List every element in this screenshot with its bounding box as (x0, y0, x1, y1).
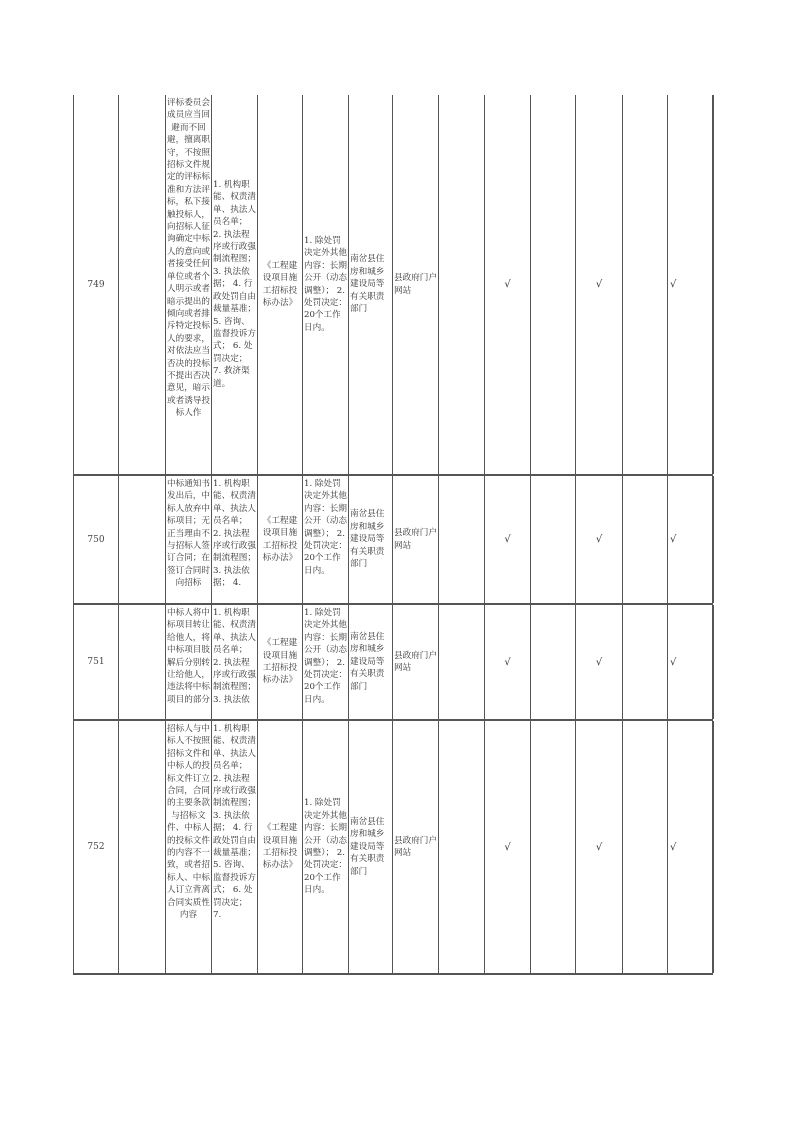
violation-text: 中标通知书发出后，中标人放弃中标项目；无正当理由不与招标人签订合同；在签订合同时向招标 (167, 479, 210, 589)
time-text: 1. 除处罚决定外其他内容：长期公开（动态调整）； 2. 处罚决定：20个工作日内。 (304, 608, 348, 705)
row-number: 752 (74, 721, 119, 973)
disclosure-time (303, 721, 349, 973)
content-text: 1. 机构职能、权责清单、执法人员名单； 2. 执法程序或行政强制流程图； 3. 执法依据； 4. (213, 479, 259, 589)
department-text: 南岔县住房和城乡建设局等有关职责部门 (350, 816, 385, 877)
violation-text: 招标人与中标人不按照招标文件和中标人的投标文件订立合同，合同的主要条款与招标文件、中标人的投标文件的内容不一致，或者招标人、中标人订立背离合同实质性内容 (167, 724, 210, 921)
disclosure-time (303, 95, 349, 474)
disclosure-channel (393, 605, 439, 719)
content-text: 1. 机构职能、权责清单、执法人员名单； 2. 执法程序或行政强制流程图； 3. 执法依据； 4. 行政处罚自由裁量基准； 5. 咨询、监督投诉方式； 6. 处罚决定； 7. (213, 724, 259, 921)
violation-description (166, 605, 212, 719)
blank-cell (119, 605, 166, 719)
blank-cell (531, 605, 576, 719)
basis-text: 《工程建设项目施工招标投标办法》 (262, 638, 298, 686)
blank-cell (119, 95, 166, 474)
disclosure-channel (393, 721, 439, 973)
table-row (73, 474, 713, 603)
channel-text: 县政府门户网站 (394, 835, 437, 858)
violation-text: 评标委员会成员应当回避而不回避，擅离职守，不按照招标文件规定的评标标准和方法评标，私下接触投标人，向招标人征询确定中标人的意向或者接受任何单位或者个人明示或者暗示提出的倾向或者排斥特定投标人的要求，对依法应当否决的投标不提出否决意见，暗示或者诱导投标人作 (167, 98, 210, 419)
disclosure-content (212, 605, 258, 719)
blank-cell (623, 95, 668, 474)
check-mark: √ (485, 721, 531, 973)
department-text: 南岔县住房和城乡建设局等有关职责部门 (350, 509, 385, 570)
blank-cell (439, 721, 485, 973)
channel-text: 县政府门户网站 (394, 528, 437, 551)
table-row (73, 95, 713, 474)
check-mark: √ (576, 476, 623, 603)
blank-cell (531, 95, 576, 474)
blank-cell (623, 605, 668, 719)
disclosure-time (303, 476, 349, 603)
blank-cell (531, 721, 576, 973)
disclosure-time (303, 605, 349, 719)
disclosure-content (212, 476, 258, 603)
table-row (73, 719, 713, 975)
check-mark: √ (576, 95, 623, 474)
blank-cell (531, 476, 576, 603)
department-text: 南岔县住房和城乡建设局等有关职责部门 (350, 631, 385, 692)
blank-cell (119, 721, 166, 973)
responsible-department (349, 605, 393, 719)
table-row (73, 603, 713, 719)
time-text: 1. 除处罚决定外其他内容：长期公开（动态调整）； 2. 处罚决定：20个工作日内。 (304, 479, 348, 576)
content-text: 1. 机构职能、权责清单、执法人员名单； 2. 执法程序或行政强制流程图； 3. 执法依据； 4. 行政处罚自由裁量基准； 5. 咨询、监督投诉方式； 6. 处罚决定； 7. 救济渠道。 (213, 180, 259, 389)
disclosure-table (73, 95, 713, 975)
basis-text: 《工程建设项目施工招标投标办法》 (262, 515, 298, 563)
blank-cell (119, 476, 166, 603)
department-text: 南岔县住房和城乡建设局等有关职责部门 (350, 254, 385, 315)
channel-text: 县政府门户网站 (394, 650, 437, 673)
channel-text: 县政府门户网站 (394, 273, 437, 296)
check-mark: √ (485, 476, 531, 603)
legal-basis (258, 605, 303, 719)
blank-cell (439, 605, 485, 719)
check-mark: √ (668, 721, 714, 973)
row-number: 751 (74, 605, 119, 719)
violation-description (166, 476, 212, 603)
basis-text: 《工程建设项目施工招标投标办法》 (262, 823, 298, 871)
check-mark: √ (576, 721, 623, 973)
time-text: 1. 除处罚决定外其他内容：长期公开（动态调整）； 2. 处罚决定：20个工作日内。 (304, 798, 348, 896)
violation-text: 中标人将中标项目转让给他人，将中标项目肢解后分别转让给他人，违法将中标项目的部分 (167, 608, 210, 705)
disclosure-channel (393, 95, 439, 474)
check-mark: √ (485, 605, 531, 719)
blank-cell (623, 721, 668, 973)
responsible-department (349, 476, 393, 603)
disclosure-channel (393, 476, 439, 603)
check-mark: √ (668, 95, 714, 474)
violation-description (166, 721, 212, 973)
time-text: 1. 除处罚决定外其他内容：长期公开（动态调整）； 2. 处罚决定：20个工作日内。 (304, 235, 348, 333)
legal-basis (258, 476, 303, 603)
content-text: 1. 机构职能、权责清单、执法人员名单； 2. 执法程序或行政强制流程图； 3. 执法依 (213, 608, 259, 705)
responsible-department (349, 721, 393, 973)
blank-cell (439, 95, 485, 474)
legal-basis (258, 721, 303, 973)
violation-description (166, 95, 212, 474)
blank-cell (439, 476, 485, 603)
check-mark: √ (668, 476, 714, 603)
legal-basis (258, 95, 303, 474)
check-mark: √ (576, 605, 623, 719)
disclosure-content (212, 721, 258, 973)
row-number: 750 (74, 476, 119, 603)
blank-cell (623, 476, 668, 603)
responsible-department (349, 95, 393, 474)
check-mark: √ (485, 95, 531, 474)
check-mark: √ (668, 605, 714, 719)
basis-text: 《工程建设项目施工招标投标办法》 (262, 260, 298, 308)
disclosure-content (212, 95, 258, 474)
row-number: 749 (74, 95, 119, 474)
